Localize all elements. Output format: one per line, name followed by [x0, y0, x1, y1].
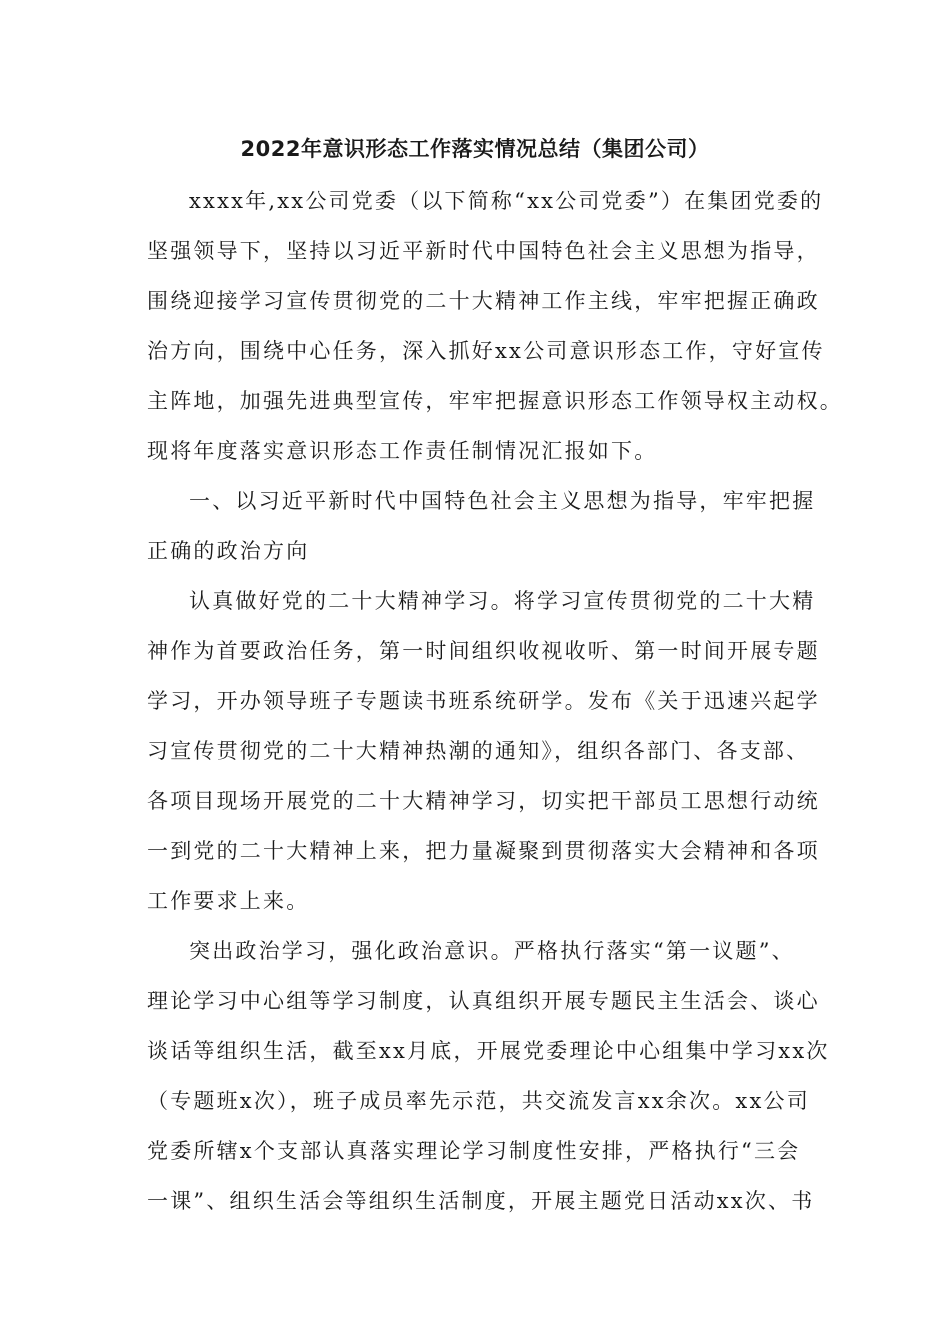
text-line: 党委所辖x个支部认真落实理论学习制度性安排，严格执行“三会 — [147, 1139, 801, 1163]
text-line: （专题班x次），班子成员率先示范，共交流发言xx余次。xx公司 — [147, 1089, 810, 1113]
text-line: 突出政治学习，强化政治意识。严格执行落实“第一议题”、 — [189, 939, 795, 963]
document-title: 2022年意识形态工作落实情况总结（集团公司） — [240, 137, 710, 161]
text-line: xxxx年,xx公司党委（以下简称“xx公司党委”）在集团党委的 — [189, 189, 824, 213]
text-line: 谈话等组织生活，截至xx月底，开展党委理论中心组集中学习xx次 — [147, 1039, 830, 1063]
section-heading-line: 一、以习近平新时代中国特色社会主义思想为指导，牢牢把握 — [189, 489, 816, 513]
text-line: 学习，开办领导班子专题读书班系统研学。发布《关于迅速兴起学 — [147, 689, 820, 713]
text-line: 坚强领导下，坚持以习近平新时代中国特色社会主义思想为指导， — [147, 239, 820, 263]
text-line: 认真做好党的二十大精神学习。将学习宣传贯彻党的二十大精 — [189, 589, 816, 613]
text-line: 神作为首要政治任务，第一时间组织收视收听、第一时间开展专题 — [147, 639, 820, 663]
text-line: 工作要求上来。 — [147, 889, 310, 913]
text-line: 现将年度落实意识形态工作责任制情况汇报如下。 — [147, 439, 658, 463]
section-heading-line: 正确的政治方向 — [147, 539, 310, 563]
text-line: 一课”、组织生活会等组织生活制度，开展主题党日活动xx次、书 — [147, 1189, 815, 1213]
text-line: 理论学习中心组等学习制度，认真组织开展专题民主生活会、谈心 — [147, 989, 820, 1013]
text-line: 习宣传贯彻党的二十大精神热潮的通知》，组织各部门、各支部、 — [147, 739, 810, 763]
text-line: 各项目现场开展党的二十大精神学习，切实把干部员工思想行动统 — [147, 789, 820, 813]
text-line: 一到党的二十大精神上来，把力量凝聚到贯彻落实大会精神和各项 — [147, 839, 820, 863]
text-line: 主阵地，加强先进典型宣传，牢牢把握意识形态工作领导权主动权。 — [147, 389, 843, 413]
text-line: 治方向，围绕中心任务，深入抓好xx公司意识形态工作，守好宣传 — [147, 339, 825, 363]
text-line: 围绕迎接学习宣传贯彻党的二十大精神工作主线，牢牢把握正确政 — [147, 289, 820, 313]
